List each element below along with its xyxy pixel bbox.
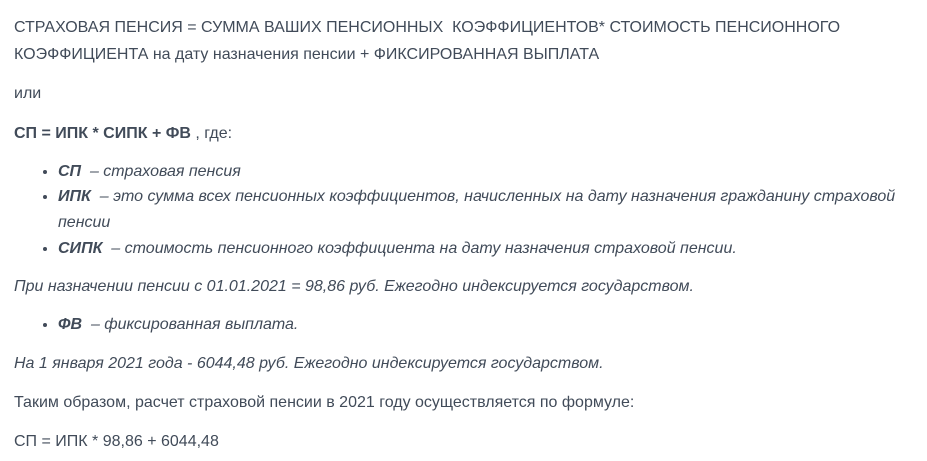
list-item-sipk [58,236,913,262]
final-formula: СП = ИПК * 98,86 + 6044,48 [14,433,219,451]
short-formula-paragraph [14,120,913,147]
conclusion-paragraph: Таким образом, расчет страховой пенсии в 2021 году осуществляется по формуле: [14,394,635,412]
short-formula-where: , где: [190,124,233,142]
pension-definition-paragraph: СТРАХОВАЯ ПЕНСИЯ = СУММА ВАШИХ ПЕНСИОННЫХ КОЭФФИЦИЕНТОВ* СТОИМОСТЬ ПЕНСИОННОГО КОЭФФИЦИЕНТА на дату назначения пенсии + ФИКСИРОВАННАЯ ВЫПЛАТА [14,19,845,64]
term-ipk-text: – это сумма всех пенсионных коэффициентов, начисленных на дату назначения гражданину страховой пенсии [58,188,900,231]
list-item-sp [58,159,913,185]
sipk-note-paragraph: При назначении пенсии с 01.01.2021 = 98,86 руб. Ежегодно индексируется государством. [14,278,694,296]
term-sp: СП [58,162,82,180]
list-item-ipk [58,184,913,235]
short-formula: СП = ИПК * СИПК + ФВ [14,124,191,142]
terms-list [14,159,913,261]
term-sipk-text: – стоимость пенсионного коэффициента на дату назначения страховой пенсии. [102,239,737,257]
term-fv: ФВ [58,316,83,334]
fv-note-paragraph: На 1 января 2021 года - 6044,48 руб. Ежегодно индексируется государством. [14,354,604,372]
list-item-fv [58,312,913,338]
term-sp-text: – страховая пенсия [81,162,241,180]
term-ipk: ИПК [58,188,91,206]
term-fv-text: – фиксированная выплата. [82,316,299,334]
term-sipk: СИПК [58,239,103,257]
terms-list-fv [14,312,913,338]
or-text: или [14,85,42,103]
